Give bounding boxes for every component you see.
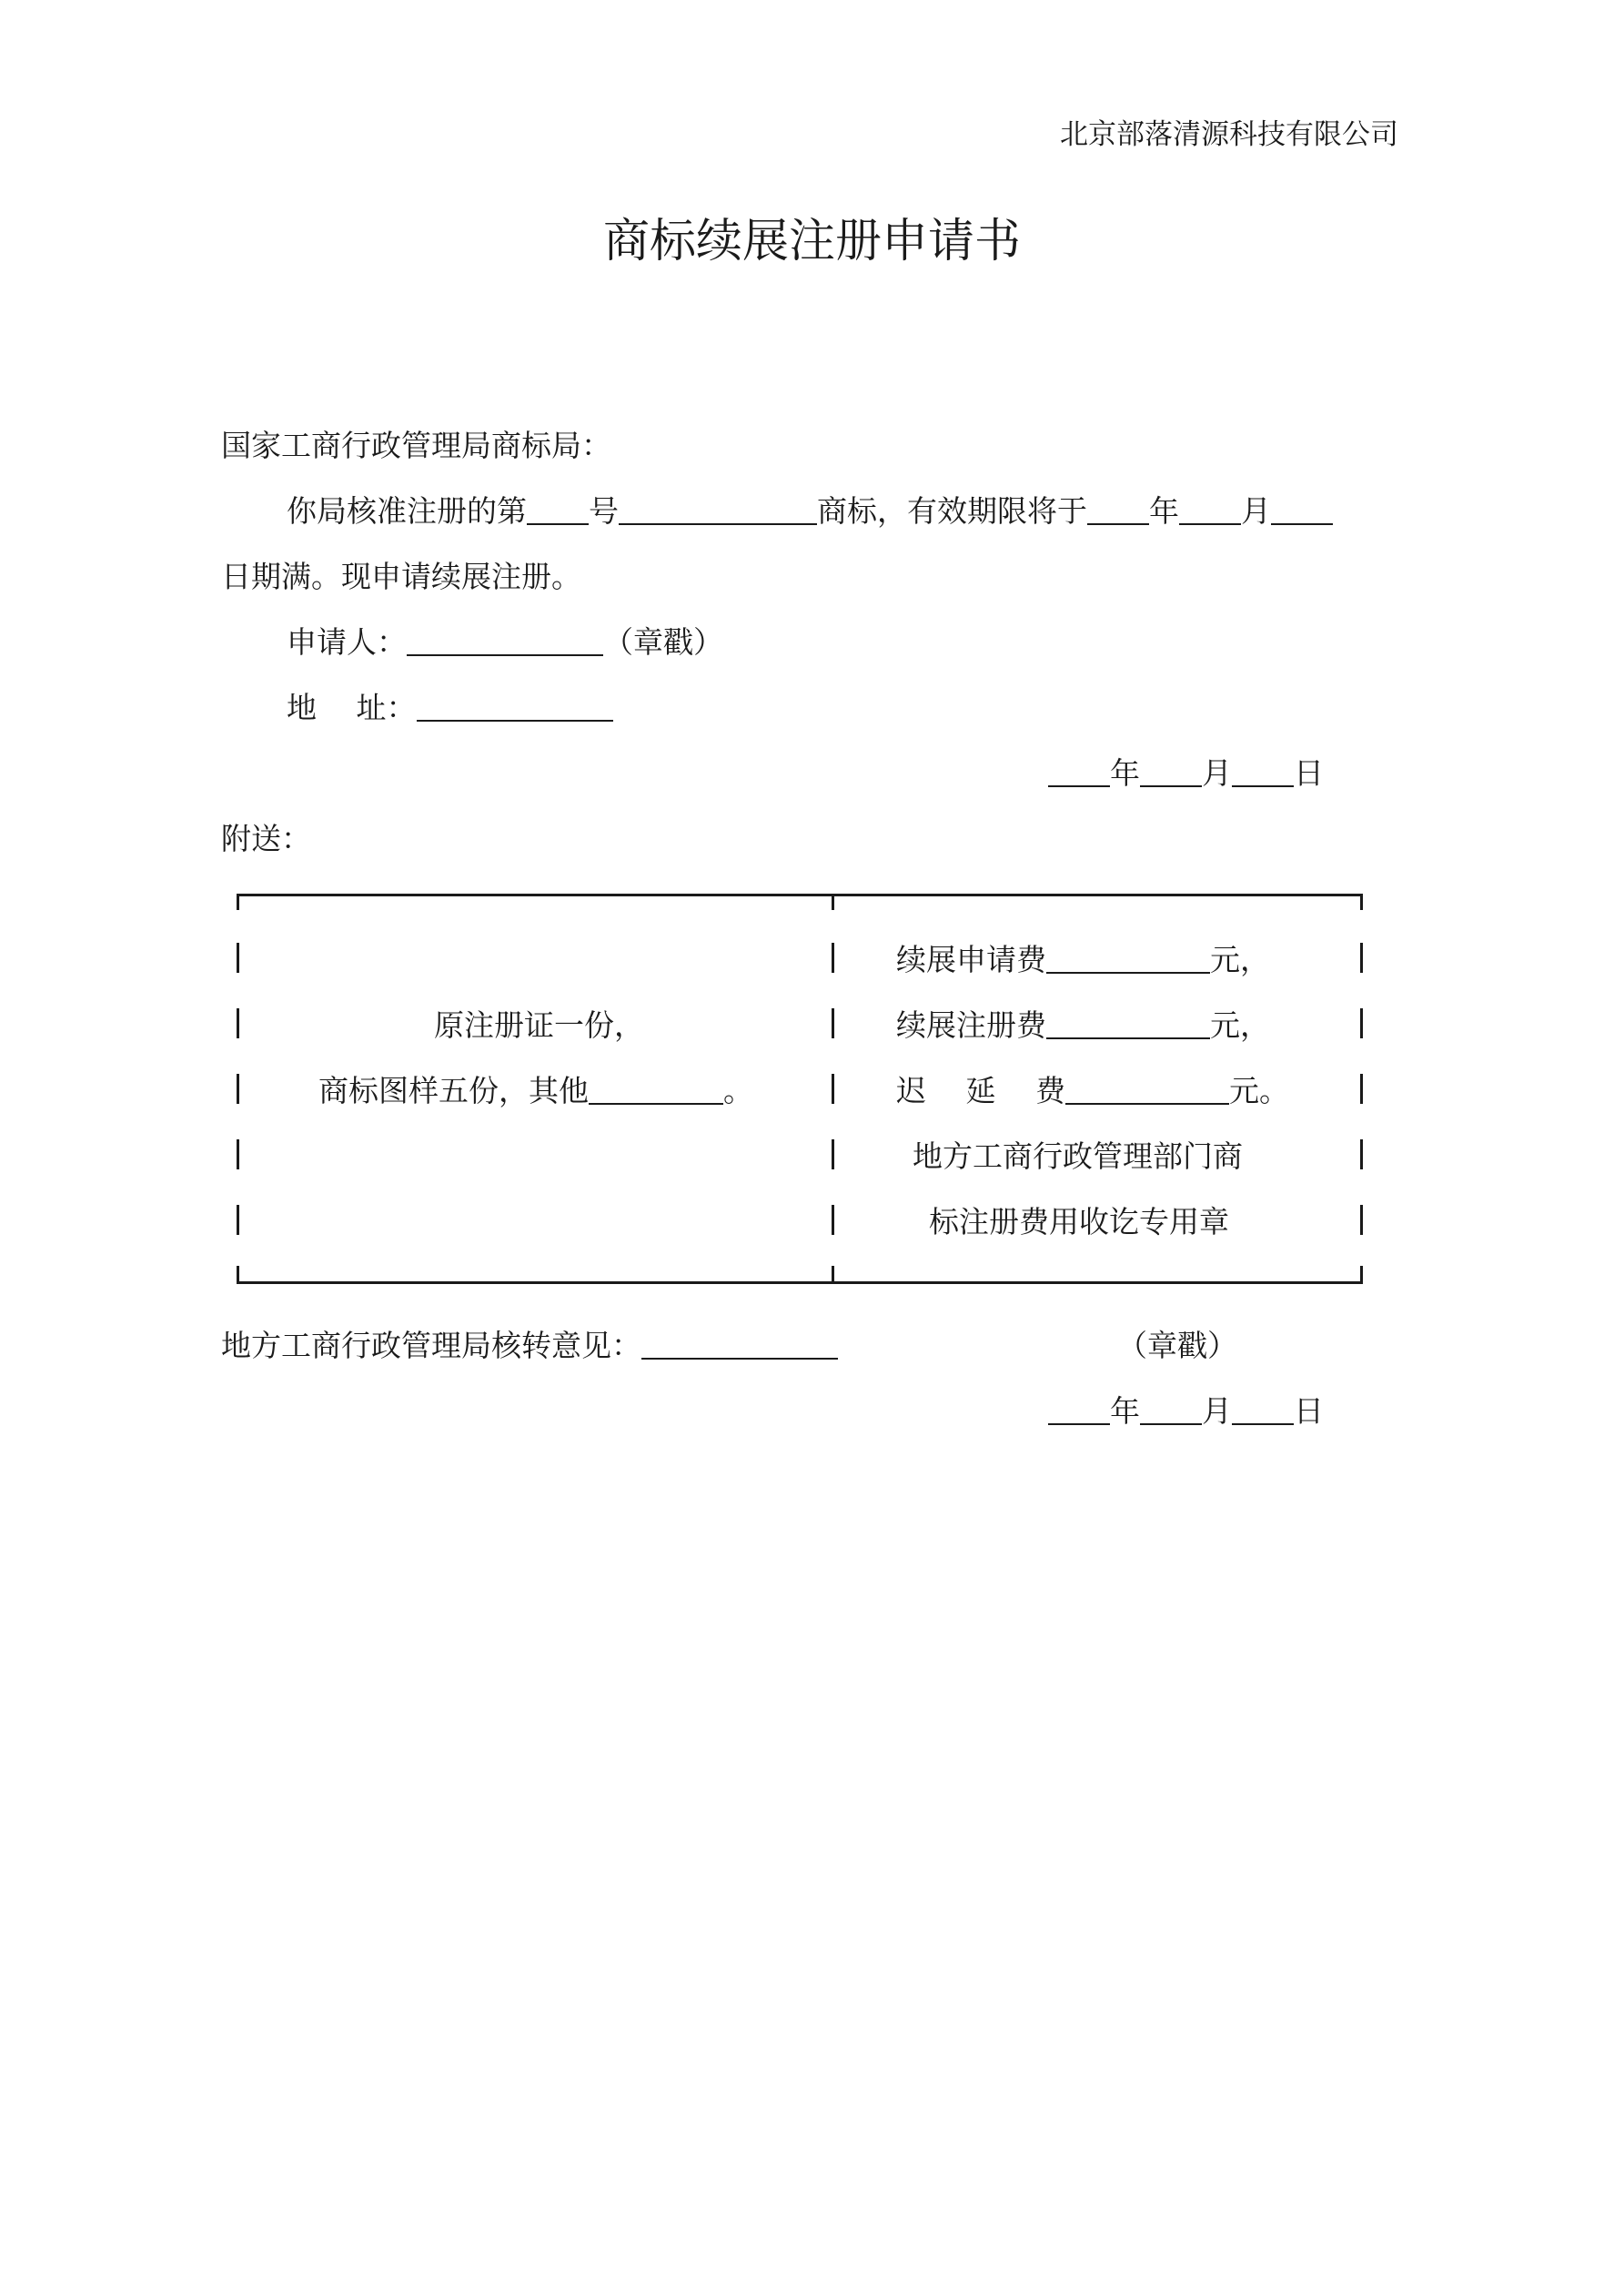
fee-label: 迟 延 费 xyxy=(896,1073,1065,1108)
registration-fee-field[interactable] xyxy=(1046,1010,1210,1039)
address-field[interactable] xyxy=(417,693,613,722)
border-tick xyxy=(832,1008,834,1038)
opinion-month-field[interactable] xyxy=(1140,1396,1202,1425)
fee-label: 续展注册费 xyxy=(896,1007,1046,1043)
other-attachments-field[interactable] xyxy=(589,1076,723,1105)
paragraph-text: 你局核准注册的第 xyxy=(287,493,527,529)
border-tick xyxy=(832,1205,834,1235)
application-fee-field[interactable] xyxy=(1046,945,1210,974)
applicant-row xyxy=(287,624,723,660)
border-tick xyxy=(237,1139,239,1169)
corner-tick xyxy=(1360,1266,1363,1282)
applicant-seal: （章戳） xyxy=(603,624,723,660)
opinion-day-field[interactable] xyxy=(1232,1396,1294,1425)
date-day-label: 日 xyxy=(1294,755,1324,791)
renewal-registration-fee-row xyxy=(896,1007,1270,1043)
date-year-label: 年 xyxy=(1110,1393,1140,1429)
fee-label: 续展申请费 xyxy=(896,942,1046,977)
fee-stamp-line-1: 地方工商行政管理部门商 xyxy=(913,1138,1243,1174)
corner-tick xyxy=(1360,894,1363,910)
address-row xyxy=(287,690,613,725)
expiry-year-field[interactable] xyxy=(1087,496,1149,525)
border-tick xyxy=(237,1074,239,1104)
renewal-application-fee-row xyxy=(896,942,1270,977)
border-tick xyxy=(1360,1074,1363,1104)
application-date xyxy=(1048,755,1324,791)
corner-tick xyxy=(237,894,239,910)
paragraph-text: 号 xyxy=(589,493,619,529)
applicant-field[interactable] xyxy=(407,627,603,656)
date-year-label: 年 xyxy=(1110,755,1140,791)
late-fee-row xyxy=(896,1073,1289,1108)
border-tick xyxy=(832,943,834,973)
local-opinion-seal: （章戳） xyxy=(1117,1328,1237,1363)
border-tick xyxy=(832,1139,834,1169)
expiry-day-field[interactable] xyxy=(1271,496,1333,525)
fee-unit: 元， xyxy=(1210,1007,1270,1043)
opinion-year-field[interactable] xyxy=(1048,1396,1110,1425)
date-year-field[interactable] xyxy=(1048,758,1110,787)
corner-tick xyxy=(237,1266,239,1282)
border-tick xyxy=(1360,1205,1363,1235)
company-name: 北京部落清源科技有限公司 xyxy=(1060,118,1398,151)
border-tick xyxy=(237,1205,239,1235)
date-month-field[interactable] xyxy=(1140,758,1202,787)
border-tick xyxy=(237,1008,239,1038)
renewal-paragraph-cont: 日期满。现申请续展注册。 xyxy=(221,559,581,594)
attachment-registration-certificate: 原注册证一份， xyxy=(434,1007,644,1043)
corner-tick xyxy=(832,1266,834,1282)
registration-number-field[interactable] xyxy=(527,496,589,525)
border-tick xyxy=(832,1074,834,1104)
local-opinion-row xyxy=(221,1328,838,1363)
border-tick xyxy=(1360,943,1363,973)
trademark-name-field[interactable] xyxy=(619,496,817,525)
date-day-field[interactable] xyxy=(1232,758,1294,787)
renewal-paragraph xyxy=(287,493,1333,529)
fee-stamp-line-2: 标注册费用收讫专用章 xyxy=(929,1204,1229,1239)
corner-tick xyxy=(832,894,834,910)
attachments-label: 附送： xyxy=(221,821,311,856)
page-title: 商标续展注册申请书 xyxy=(602,215,1021,268)
border-tick xyxy=(237,943,239,973)
border-tick xyxy=(1360,1139,1363,1169)
opinion-date xyxy=(1048,1393,1324,1429)
expiry-month-field[interactable] xyxy=(1179,496,1241,525)
paragraph-text: 商标，有效期限将于 xyxy=(817,493,1087,529)
border-tick xyxy=(1360,1008,1363,1038)
address-label: 地 址： xyxy=(287,690,417,725)
local-opinion-label: 地方工商行政管理局核转意见： xyxy=(221,1328,641,1363)
table-bottom-border xyxy=(237,1281,1363,1284)
fee-unit: 元。 xyxy=(1228,1073,1289,1108)
applicant-label: 申请人： xyxy=(287,624,407,660)
attachment-samples-end: 。 xyxy=(723,1073,753,1108)
attachment-samples-text: 商标图样五份，其他 xyxy=(318,1073,589,1108)
fee-unit: 元， xyxy=(1210,942,1270,977)
late-fee-field[interactable] xyxy=(1065,1076,1229,1105)
table-top-border xyxy=(237,894,1363,896)
date-month-label: 月 xyxy=(1202,1393,1232,1429)
attachment-trademark-samples xyxy=(318,1073,753,1108)
paragraph-text: 年 xyxy=(1149,493,1179,529)
date-day-label: 日 xyxy=(1294,1393,1324,1429)
date-month-label: 月 xyxy=(1202,755,1232,791)
addressee: 国家工商行政管理局商标局： xyxy=(221,428,611,463)
paragraph-text: 月 xyxy=(1241,493,1271,529)
local-opinion-field[interactable] xyxy=(641,1330,838,1360)
